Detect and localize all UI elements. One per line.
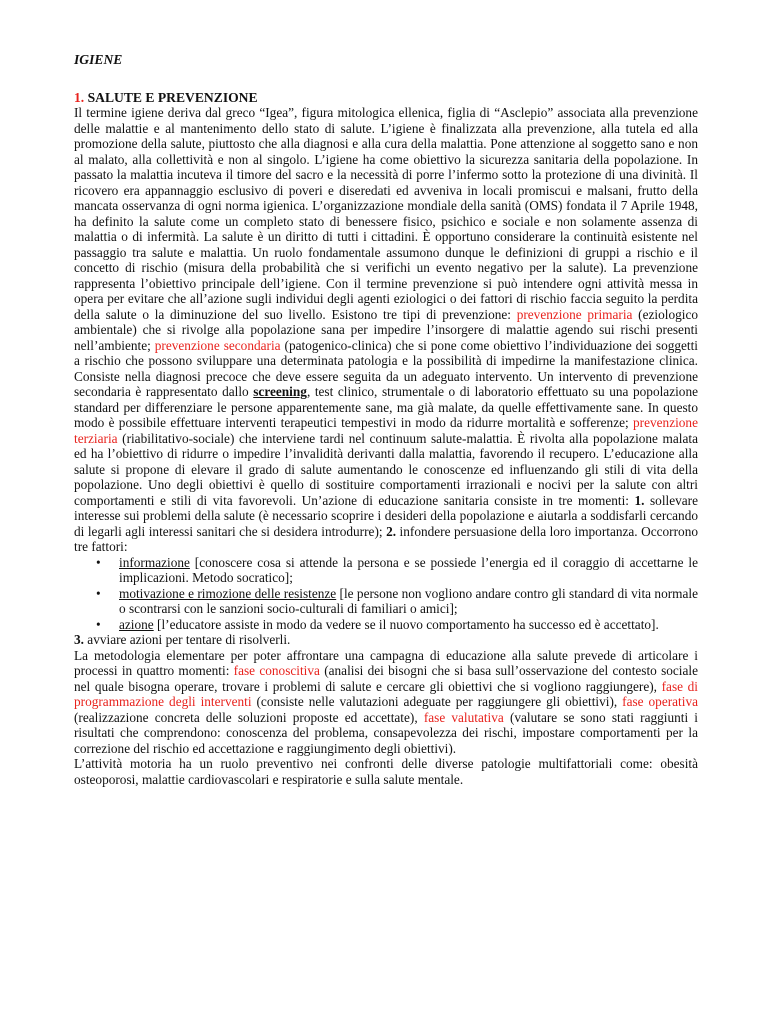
- bullet-icon: •: [96, 585, 101, 601]
- factor-description: [l’educatore assiste in modo da vedere se il nuovo comportamento ha successo ed è accettato].: [153, 616, 659, 632]
- text-run: Il termine igiene deriva dal greco “Igea”, figura mitologica ellenica, figlia di “Asclepio” associata alla prevenzione delle malattie e al mantenimento dello stato di salute. L’igiene è finalizzata alla prevenzione, alla tutela ed alla promozione della salute, piuttosto che alla diagnosi e alla cura della malattia. Pone attenzione al soggetto sano e non al malato, alla collettività e non al singolo. L’igiene ha come obiettivo la sicurezza sanitaria della popolazione. In passato la malattia incuteva il timore del sacro e la necessità di porre l’infermo sotto la protezione di una divinità. Il ricovero era appannaggio esclusivo di poveri e diseredati ed avveniva in locali promiscui e malsani, frutto della mancata osservanza di ogni norma igienica. L’organizzazione mondiale della sanità (OMS) fondata il 7 Aprile 1948, ha definito la salute come un completo stato di benessere fisico, psichico e sociale e non solamente assenza di malattia o di infermità. La salute è un diritto di tutti i cittadini. È opportuno considerare la continuità esistente nel passaggio tra salute e malattia. Un ruolo fondamentale assumono dunque le definizioni di gruppi a rischio e il concetto di rischio (misura della probabilità che si verifichi un evento negativo per la salute). La prevenzione rappresenta l’obiettivo principale dell’igiene. Con il termine prevenzione si può intendere ogni attività messa in opera per evitare che all’azione sugli individui degli agenti eziologici o dei fattori di rischio faccia seguito la perdita della salute o la diminuzione del suo livello. Esistono tre tipi di prevenzione:: [74, 105, 698, 322]
- text-run: avviare azioni per tentare di risolverli.: [83, 632, 291, 647]
- highlight-fase-conoscitiva: fase conoscitiva: [233, 663, 320, 678]
- highlight-fase-programmazione: fase di programmazione degli interventi: [74, 678, 698, 709]
- factors-list: [74, 555, 698, 633]
- factor-description: [le persone non vogliono andare contro gli standard di vita normale o scontrarsi con le sanzioni socio-culturali di familiari o amici];: [119, 585, 698, 616]
- section-number: 1.: [74, 89, 85, 105]
- factor-term: motivazione e rimozione delle resistenze: [119, 585, 337, 601]
- text-run: (analisi dei bisogni che si basa sull’osservazione del contesto sociale nel quale bisogna operare, trovare i problemi di salute e cercare gli obiettivi che si vogliono raggiungere),: [74, 663, 698, 694]
- highlight-primary-prevention: prevenzione primaria: [516, 306, 633, 322]
- bullet-icon: •: [96, 616, 101, 632]
- list-item-azione: [74, 617, 698, 633]
- paragraph-intro: [74, 105, 698, 555]
- factor-description: [conoscere cosa si attende la persona e se possiede l’energia ed il coraggio di accettarne le implicazioni. Metodo socratico];: [119, 554, 698, 585]
- paragraph-motor-activity: [74, 756, 698, 787]
- highlight-fase-operativa: fase operativa: [622, 694, 699, 709]
- document-title: IGIENE: [74, 52, 123, 67]
- step-number-2: 2.: [386, 523, 397, 539]
- bullet-icon: •: [96, 554, 101, 570]
- list-item-informazione: [74, 555, 698, 586]
- text-run: (valutare se sono stati raggiunti i risultati che comprendono: conoscenza del problema, consapevolezza dei rischi, impostare comportamenti per la correzione del rischio ed accettazione e raggiungimento degli obiettivi).: [74, 709, 698, 756]
- text-run: (consiste nelle valutazioni adeguate per raggiungere gli obiettivi),: [251, 694, 623, 709]
- text-run: (realizzazione concreta delle soluzioni proposte ed accettate),: [74, 709, 424, 725]
- paragraph-methodology: [74, 648, 698, 757]
- text-run: sollevare interesse sui problemi della salute (è necessario scoprire i desideri della popolazione e aiutarla a soddisfarli cercando di legarli agli interessi sanitari che si desidera introdurre);: [74, 492, 698, 539]
- highlight-fase-valutativa: fase valutativa: [423, 709, 504, 725]
- section-heading: [74, 90, 698, 106]
- list-item-motivazione: [74, 586, 698, 617]
- text-run: La metodologia elementare per poter affrontare una campagna di educazione alla salute prevede di articolare i processi in quattro momenti:: [74, 647, 698, 678]
- step-number-3: 3.: [74, 632, 84, 647]
- section-title: SALUTE E PREVENZIONE: [84, 89, 258, 105]
- text-run: , test clinico, strumentale o di laboratorio effettuato su una popolazione standard per differenziare le persone apparentemente sane, ma già malate, da quelle effettivamente sane. In questo modo è possibile effettuare interventi terapeutici tempestivi in modo da ridurre mortalità e sofferenze;: [74, 384, 698, 430]
- highlight-tertiary-prevention: prevenzione terziaria: [74, 415, 698, 446]
- text-run: (patogenico-clinica) che si pone come obiettivo l’individuazione dei soggetti a rischio che possono sviluppare una determinata patologia e la possibilità di impedirne la manifestazione clinica. Consiste nella diagnosi precoce che deve essere seguita da un adeguato intervento. Un intervento di prevenzione secondaria è rappresentato dallo: [74, 337, 698, 399]
- text-run: (eziologico ambientale) che si rivolge alla popolazione sana per impedire l’insorgere di malattie agendo sui rischi presenti nell’ambiente;: [74, 306, 698, 353]
- factor-term: azione: [119, 616, 154, 632]
- highlight-secondary-prevention: prevenzione secondaria: [154, 337, 281, 353]
- text-run: L’attività motoria ha un ruolo preventivo nei confronti delle diverse patologie multifattoriali come: obesità osteoporosi, malattie cardiovascolari e respiratorie e sulla salute mentale.: [74, 756, 698, 787]
- step-number-1: 1.: [634, 492, 645, 508]
- text-run: infondere persuasione della loro importanza. Occorrono tre fattori:: [74, 523, 698, 554]
- term-screening: screening: [253, 384, 307, 399]
- factor-term: informazione: [119, 554, 190, 570]
- paragraph-step-3: [74, 632, 698, 648]
- text-run: (riabilitativo-sociale) che interviene tardi nel continuum salute-malattia. È rivolta alla popolazione malata ed ha l’obiettivo di ridurre o impedire l’invalidità derivanti dalla malattia, favorendo il recupero. L’educazione alla salute si propone di elevare il grado di salute aumentando le conoscenze ed influenzando gli stili di vita della popolazione. Uno degli obiettivi è quello di sostituire comportamenti irrazionali e nocivi per la salute con altri comportamenti e stili di vita favorevoli. Un’azione di educazione sanitaria consiste in tre momenti:: [74, 430, 698, 508]
